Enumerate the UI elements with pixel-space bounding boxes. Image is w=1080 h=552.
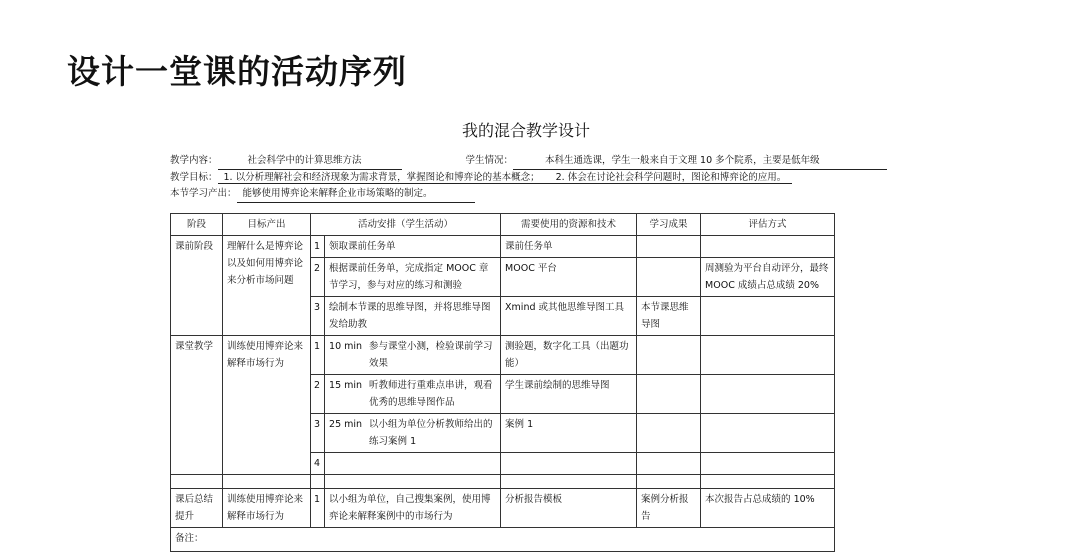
notes-row	[171, 528, 835, 552]
assessment-cell	[701, 414, 835, 453]
header-resource: 需要使用的资源和技术	[501, 214, 637, 236]
step-number: 3	[311, 297, 325, 336]
output-label: 本节学习产出：	[170, 188, 237, 199]
info-row-content	[170, 153, 892, 170]
notes-cell: 备注：	[171, 528, 835, 552]
goal-cell: 理解什么是博弈论以及如何用博弈论来分析市场问题	[223, 236, 311, 336]
resource-cell: Xmind 或其他思维导图工具	[501, 297, 637, 336]
students-value: 本科生通选课，学生一般来自于文理 10 多个院系，主要是低年级	[513, 153, 887, 170]
outcome-cell	[637, 258, 701, 297]
step-number: 1	[311, 336, 325, 375]
assessment-cell	[701, 453, 835, 475]
resource-cell	[501, 453, 637, 475]
stage-cell: 课后总结提升	[171, 489, 223, 528]
resource-cell: 测验题，数字化工具（出题功能）	[501, 336, 637, 375]
activity-table	[170, 213, 835, 552]
header-outcome: 学习成果	[637, 214, 701, 236]
outcome-cell: 本节课思维导图	[637, 297, 701, 336]
spacer-row	[171, 475, 835, 489]
table-row	[171, 489, 835, 528]
table-header-row	[171, 214, 835, 236]
activity-cell	[325, 453, 501, 475]
assessment-cell	[701, 236, 835, 258]
activity-cell: 领取课前任务单	[325, 236, 501, 258]
assessment-cell	[701, 336, 835, 375]
outcome-cell	[637, 336, 701, 375]
outcome-cell	[637, 453, 701, 475]
step-number: 3	[311, 414, 325, 453]
assessment-cell	[701, 375, 835, 414]
activity-cell: 根据课前任务单，完成指定 MOOC 章节学习，参与对应的练习和测验	[325, 258, 501, 297]
stage-cell: 课前阶段	[171, 236, 223, 336]
activity-cell	[325, 336, 501, 375]
outcome-cell: 案例分析报告	[637, 489, 701, 528]
activity-cell	[325, 375, 501, 414]
activity-text: 以小组为单位分析教师给出的练习案例 1	[369, 419, 493, 447]
outcome-cell	[637, 236, 701, 258]
time-label: 10 min	[329, 341, 363, 352]
document-title: 我的混合教学设计	[461, 121, 590, 140]
goal-cell: 训练使用博弈论来解释市场行为	[223, 489, 311, 528]
activity-cell: 以小组为单位，自己搜集案例，使用博弈论来解释案例中的市场行为	[325, 489, 501, 528]
header-assessment: 评估方式	[701, 214, 835, 236]
time-label: 25 min	[329, 419, 363, 430]
header-goal: 目标产出	[223, 214, 311, 236]
stage-cell: 课堂教学	[171, 336, 223, 475]
content-label: 教学内容：	[170, 155, 218, 166]
activity-text: 参与课堂小测，检验课前学习效果	[369, 341, 493, 369]
students-label: 学生情况：	[465, 155, 514, 166]
step-number: 1	[311, 489, 325, 528]
resource-cell: 课前任务单	[501, 236, 637, 258]
step-number: 4	[311, 453, 325, 475]
resource-cell: 案例 1	[501, 414, 637, 453]
time-label: 15 min	[329, 380, 363, 391]
outcome-cell	[637, 414, 701, 453]
step-number: 1	[311, 236, 325, 258]
goal-1: 1. 以分析理解社会和经济现象为需求背景，掌握图论和博弈论的基本概念；	[218, 172, 546, 184]
assessment-cell: 周测验为平台自动评分，最终 MOOC 成绩占总成绩 20%	[701, 258, 835, 297]
goals-label: 教学目标：	[170, 172, 218, 183]
outcome-cell	[637, 375, 701, 414]
info-row-output	[170, 186, 892, 203]
header-stage: 阶段	[171, 214, 223, 236]
activity-cell: 绘制本节课的思维导图，并将思维导图发给助教	[325, 297, 501, 336]
resource-cell: 学生课前绘制的思维导图	[501, 375, 637, 414]
assessment-cell	[701, 297, 835, 336]
step-number: 2	[311, 375, 325, 414]
content-value: 社会科学中的计算思维方法	[218, 153, 402, 170]
activity-text: 听教师进行重难点串讲，观看优秀的思维导图作品	[369, 380, 493, 408]
info-row-goals	[170, 170, 892, 186]
slide-title: 设计一堂课的活动序列	[67, 52, 407, 91]
resource-cell: MOOC 平台	[501, 258, 637, 297]
step-number: 2	[311, 258, 325, 297]
goal-cell: 训练使用博弈论来解释市场行为	[223, 336, 311, 475]
activity-cell	[325, 414, 501, 453]
assessment-cell: 本次报告占总成绩的 10%	[701, 489, 835, 528]
resource-cell: 分析报告模板	[501, 489, 637, 528]
table-row	[171, 236, 835, 258]
output-value: 能够使用博弈论来解释企业市场策略的制定。	[237, 186, 475, 203]
lesson-design-document	[170, 118, 892, 544]
goal-2: 2. 体会在讨论社会科学问题时，图论和博弈论的应用。	[546, 172, 793, 184]
table-row	[171, 336, 835, 375]
header-activity: 活动安排（学生活动）	[311, 214, 501, 236]
